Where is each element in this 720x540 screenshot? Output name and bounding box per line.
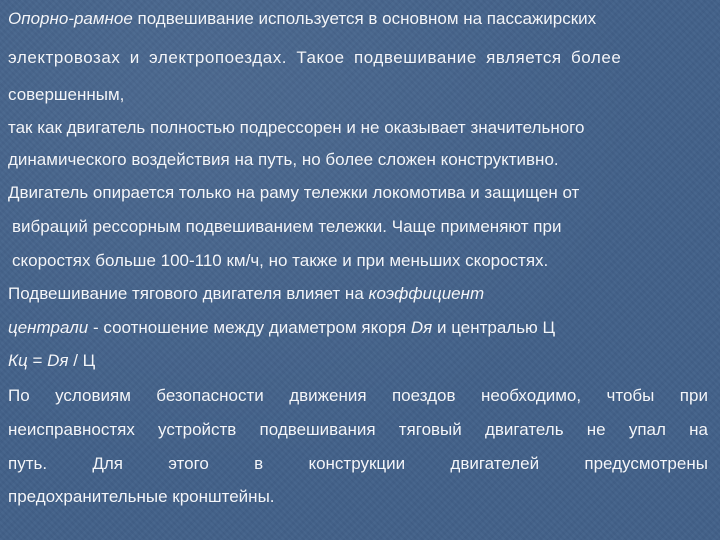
text-line-13	[8, 419, 708, 441]
text-line-10	[8, 317, 708, 339]
text-line-10-end: и централью Ц	[432, 318, 556, 337]
word: двигателей	[450, 454, 540, 473]
text-line-15: предохранительные кронштейны.	[8, 487, 275, 506]
formula-eq: =	[27, 351, 48, 370]
text-line-7: вибраций рессорным подвешиванием тележки. Чаще применяют при	[12, 217, 562, 236]
word: устройств	[158, 420, 237, 439]
formula-kc: Кц	[8, 351, 28, 370]
text-line-2: электровозах и электропоездах. Такое подвешивание является более	[8, 48, 622, 67]
word: в	[254, 454, 264, 473]
text-line-3: совершенным,	[8, 85, 125, 104]
word: этого	[168, 454, 209, 473]
text-line-4: так как двигатель полностью подрессорен и не оказывает значительного	[8, 118, 585, 137]
text-line-9-plain: Подвешивание тягового двигателя влияет на	[8, 284, 369, 303]
text-line-6: Двигатель опирается только на раму тележки локомотива и защищен от	[8, 183, 580, 202]
word: тяговый	[398, 420, 462, 439]
word: условиям	[55, 386, 131, 405]
word: Для	[92, 454, 123, 473]
word: неисправностях	[8, 420, 135, 439]
word: необходимо,	[480, 386, 582, 405]
word: подвешивания	[259, 420, 376, 439]
text-line-14	[8, 453, 708, 475]
word: безопасности	[156, 386, 264, 405]
word: чтобы	[606, 386, 655, 405]
formula	[8, 350, 708, 372]
text-line-8: скоростях больше 100-110 км/ч, но также и при меньших скоростях.	[12, 251, 549, 270]
word: не	[586, 420, 606, 439]
word: двигатель	[484, 420, 564, 439]
text-line-1	[8, 8, 708, 30]
term-koefficient: коэффициент	[368, 284, 485, 303]
symbol-dya: Dя	[410, 318, 433, 337]
text-line-1-rest: подвешивание используется в основном на пассажирских	[132, 9, 597, 28]
word: путь.	[8, 454, 48, 473]
text-line-9	[8, 283, 708, 305]
term-centrali: централи	[8, 318, 89, 337]
formula-dya: Dя	[47, 351, 69, 370]
word: на	[689, 420, 708, 439]
word: По	[8, 386, 30, 405]
word: движения	[289, 386, 367, 405]
word: поездов	[391, 386, 456, 405]
term-opornoramnoe: Опорно-рамное	[8, 9, 133, 28]
text-line-12	[8, 385, 708, 407]
word: при	[679, 386, 708, 405]
word: конструкции	[308, 454, 406, 473]
word: упал	[628, 420, 666, 439]
text-line-10-mid: - соотношение между диаметром якоря	[88, 318, 411, 337]
formula-rest: / Ц	[68, 351, 96, 370]
word: предусмотрены	[584, 454, 708, 473]
text-line-5: динамического воздействия на путь, но более сложен конструктивно.	[8, 150, 559, 169]
